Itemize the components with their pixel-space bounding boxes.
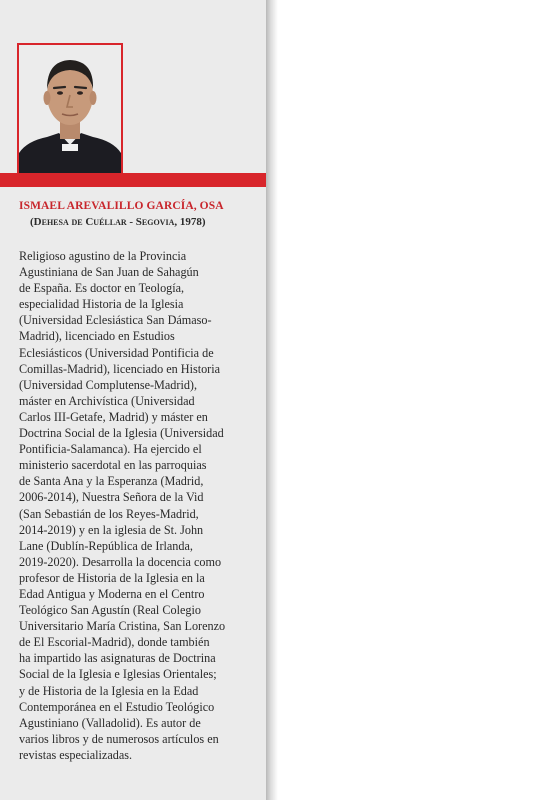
bio-line: y de Historia de la Iglesia en la Edad bbox=[19, 683, 199, 698]
blank-page bbox=[278, 0, 545, 800]
bio-line: Agustiniana de San Juan de Sahagún bbox=[19, 265, 199, 280]
bio-line: ministerio sacerdotal en las parroquias bbox=[19, 458, 207, 473]
bio-line: Doctrina Social de la Iglesia (Universidad bbox=[19, 426, 224, 441]
author-portrait-icon bbox=[19, 45, 121, 174]
bio-line: especialidad Historia de la Iglesia bbox=[19, 297, 184, 312]
bio-line: Social de la Iglesia e Iglesias Orientales; bbox=[19, 667, 217, 682]
bio-line: varios libros y de numerosos artículos en bbox=[19, 731, 219, 746]
bio-line: de Santa Ana y la Esperanza (Madrid, bbox=[19, 474, 204, 489]
bio-line: ha impartido las asignaturas de Doctrina bbox=[19, 651, 216, 666]
bio-line: (Universidad Complutense-Madrid), bbox=[19, 377, 198, 392]
bio-line: Comillas-Madrid), licenciado en Historia bbox=[19, 361, 221, 376]
author-photo bbox=[17, 43, 123, 176]
bio-line: Teológico San Agustín (Real Colegio bbox=[19, 603, 201, 618]
bio-line: 2014-2019) y en la iglesia de St. John bbox=[19, 522, 204, 537]
bio-line: Carlos III-Getafe, Madrid) y máster en bbox=[19, 409, 208, 424]
author-name: ISMAEL AREVALILLO GARCÍA, OSA bbox=[19, 200, 224, 212]
bio-line: máster en Archivística (Universidad bbox=[19, 393, 195, 408]
bio-line: de España. Es doctor en Teología, bbox=[19, 281, 185, 296]
bio-line: de El Escorial-Madrid), donde también bbox=[19, 635, 210, 650]
author-origin: (Dehesa de Cuéllar - Segovia, 1978) bbox=[30, 216, 206, 228]
bio-line: Madrid), licenciado en Estudios bbox=[19, 329, 175, 344]
bio-line: Agustiniano (Valladolid). Es autor de bbox=[19, 715, 201, 730]
bio-line: Religioso agustino de la Provincia bbox=[19, 249, 187, 263]
bio-line: Universitario María Cristina, San Lorenzo bbox=[19, 619, 226, 634]
author-biography bbox=[19, 248, 259, 763]
bio-line: (Universidad Eclesiástica San Dámaso- bbox=[19, 313, 212, 328]
bio-line: Edad Antigua y Moderna en el Centro bbox=[19, 586, 205, 601]
bio-line: Pontificia-Salamanca). Ha ejercido el bbox=[19, 442, 202, 457]
bio-line: 2019-2020). Desarrolla la docencia como bbox=[19, 554, 222, 569]
accent-bar bbox=[0, 173, 266, 187]
bio-line: Contemporánea en el Estudio Teológico bbox=[19, 699, 215, 714]
bio-line: Lane (Dublín-República de Irlanda, bbox=[19, 538, 193, 553]
bio-line: (San Sebastián de los Reyes-Madrid, bbox=[19, 506, 199, 521]
page-fold-shadow bbox=[266, 0, 278, 800]
bio-line: profesor de Historia de la Iglesia en la bbox=[19, 570, 205, 585]
bio-line: revistas especializadas. bbox=[19, 747, 133, 762]
bio-line: Eclesiásticos (Universidad Pontificia de bbox=[19, 345, 214, 360]
bio-line: 2006-2014), Nuestra Señora de la Vid bbox=[19, 490, 204, 505]
